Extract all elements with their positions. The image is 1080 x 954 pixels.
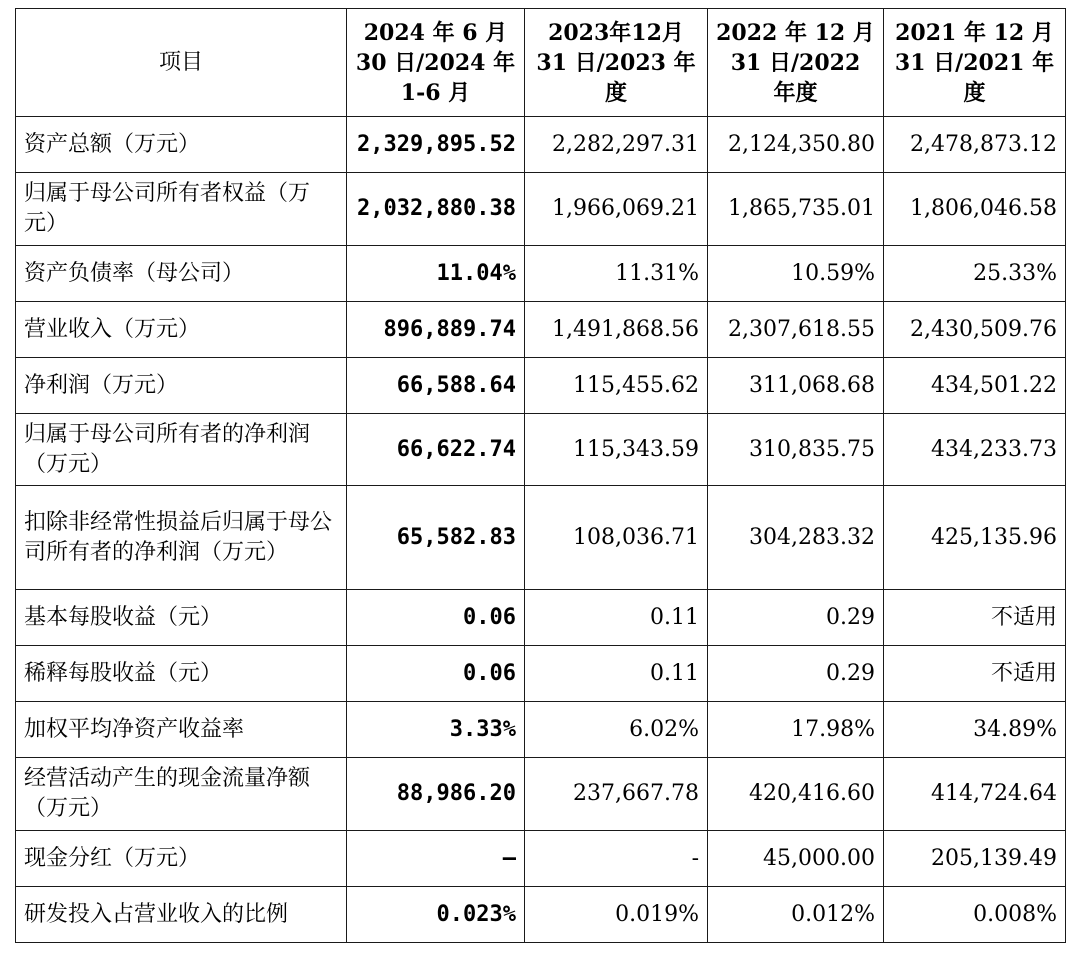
cell-2022: 310,835.75 (708, 414, 884, 486)
table-row (16, 758, 1066, 831)
table-row (16, 173, 1066, 246)
table-row (16, 887, 1066, 943)
row-label: 研发投入占营业收入的比例 (16, 887, 347, 943)
cell-2023: 2,282,297.31 (525, 117, 708, 173)
cell-2022: 0.012% (708, 887, 884, 943)
row-label: 经营活动产生的现金流量净额（万元） (16, 758, 347, 831)
cell-2023: 1,491,868.56 (525, 302, 708, 358)
row-label: 归属于母公司所有者的净利润（万元） (16, 414, 347, 486)
cell-2021: 434,233.73 (884, 414, 1066, 486)
cell-2024-h1: 0.023% (347, 887, 525, 943)
header-2024-h1: 2024 年 6 月 30 日/2024 年 1-6 月 (347, 9, 525, 117)
table-row (16, 831, 1066, 887)
cell-2021: 425,135.96 (884, 486, 1066, 590)
row-label: 稀释每股收益（元） (16, 646, 347, 702)
cell-2022: 1,865,735.01 (708, 173, 884, 246)
financial-data-table (15, 8, 1066, 943)
cell-2023: 115,343.59 (525, 414, 708, 486)
cell-2022: 17.98% (708, 702, 884, 758)
cell-2021: 0.008% (884, 887, 1066, 943)
cell-2021: 2,430,509.76 (884, 302, 1066, 358)
cell-2024-h1: 2,329,895.52 (347, 117, 525, 173)
cell-2021: 25.33% (884, 246, 1066, 302)
cell-2022: 311,068.68 (708, 358, 884, 414)
cell-2023: 237,667.78 (525, 758, 708, 831)
cell-2021: 434,501.22 (884, 358, 1066, 414)
cell-2022: 0.29 (708, 646, 884, 702)
cell-2022: 2,307,618.55 (708, 302, 884, 358)
table-row (16, 358, 1066, 414)
header-2021: 2021 年 12 月 31 日/2021 年度 (884, 9, 1066, 117)
table-row (16, 486, 1066, 590)
cell-2021: 不适用 (884, 646, 1066, 702)
header-row (16, 9, 1066, 117)
row-label: 扣除非经常性损益后归属于母公司所有者的净利润（万元） (16, 486, 347, 590)
cell-2023: 115,455.62 (525, 358, 708, 414)
cell-2023: - (525, 831, 708, 887)
table-row (16, 117, 1066, 173)
cell-2024-h1: 65,582.83 (347, 486, 525, 590)
row-label: 现金分红（万元） (16, 831, 347, 887)
cell-2024-h1: 2,032,880.38 (347, 173, 525, 246)
table-row (16, 414, 1066, 486)
cell-2024-h1: – (347, 831, 525, 887)
cell-2024-h1: 0.06 (347, 646, 525, 702)
header-item: 项目 (16, 9, 347, 117)
table-row (16, 246, 1066, 302)
table-row (16, 590, 1066, 646)
cell-2022: 0.29 (708, 590, 884, 646)
cell-2022: 304,283.32 (708, 486, 884, 590)
table-row (16, 646, 1066, 702)
header-2022: 2022 年 12 月 31 日/2022 年度 (708, 9, 884, 117)
cell-2023: 0.11 (525, 646, 708, 702)
row-label: 营业收入（万元） (16, 302, 347, 358)
cell-2024-h1: 66,622.74 (347, 414, 525, 486)
cell-2021: 2,478,873.12 (884, 117, 1066, 173)
cell-2024-h1: 11.04% (347, 246, 525, 302)
cell-2024-h1: 88,986.20 (347, 758, 525, 831)
row-label: 归属于母公司所有者权益（万元） (16, 173, 347, 246)
row-label: 资产总额（万元） (16, 117, 347, 173)
cell-2024-h1: 0.06 (347, 590, 525, 646)
cell-2021: 205,139.49 (884, 831, 1066, 887)
cell-2022: 45,000.00 (708, 831, 884, 887)
row-label: 加权平均净资产收益率 (16, 702, 347, 758)
row-label: 资产负债率（母公司） (16, 246, 347, 302)
cell-2021: 34.89% (884, 702, 1066, 758)
cell-2023: 108,036.71 (525, 486, 708, 590)
table-row (16, 702, 1066, 758)
cell-2023: 6.02% (525, 702, 708, 758)
table-row (16, 302, 1066, 358)
cell-2021: 414,724.64 (884, 758, 1066, 831)
row-label: 基本每股收益（元） (16, 590, 347, 646)
cell-2023: 1,966,069.21 (525, 173, 708, 246)
cell-2024-h1: 3.33% (347, 702, 525, 758)
cell-2024-h1: 896,889.74 (347, 302, 525, 358)
row-label: 净利润（万元） (16, 358, 347, 414)
cell-2023: 0.11 (525, 590, 708, 646)
header-2023: 2023年12月31 日/2023 年度 (525, 9, 708, 117)
cell-2021: 1,806,046.58 (884, 173, 1066, 246)
cell-2023: 11.31% (525, 246, 708, 302)
cell-2022: 2,124,350.80 (708, 117, 884, 173)
cell-2024-h1: 66,588.64 (347, 358, 525, 414)
cell-2023: 0.019% (525, 887, 708, 943)
cell-2022: 420,416.60 (708, 758, 884, 831)
cell-2021: 不适用 (884, 590, 1066, 646)
cell-2022: 10.59% (708, 246, 884, 302)
